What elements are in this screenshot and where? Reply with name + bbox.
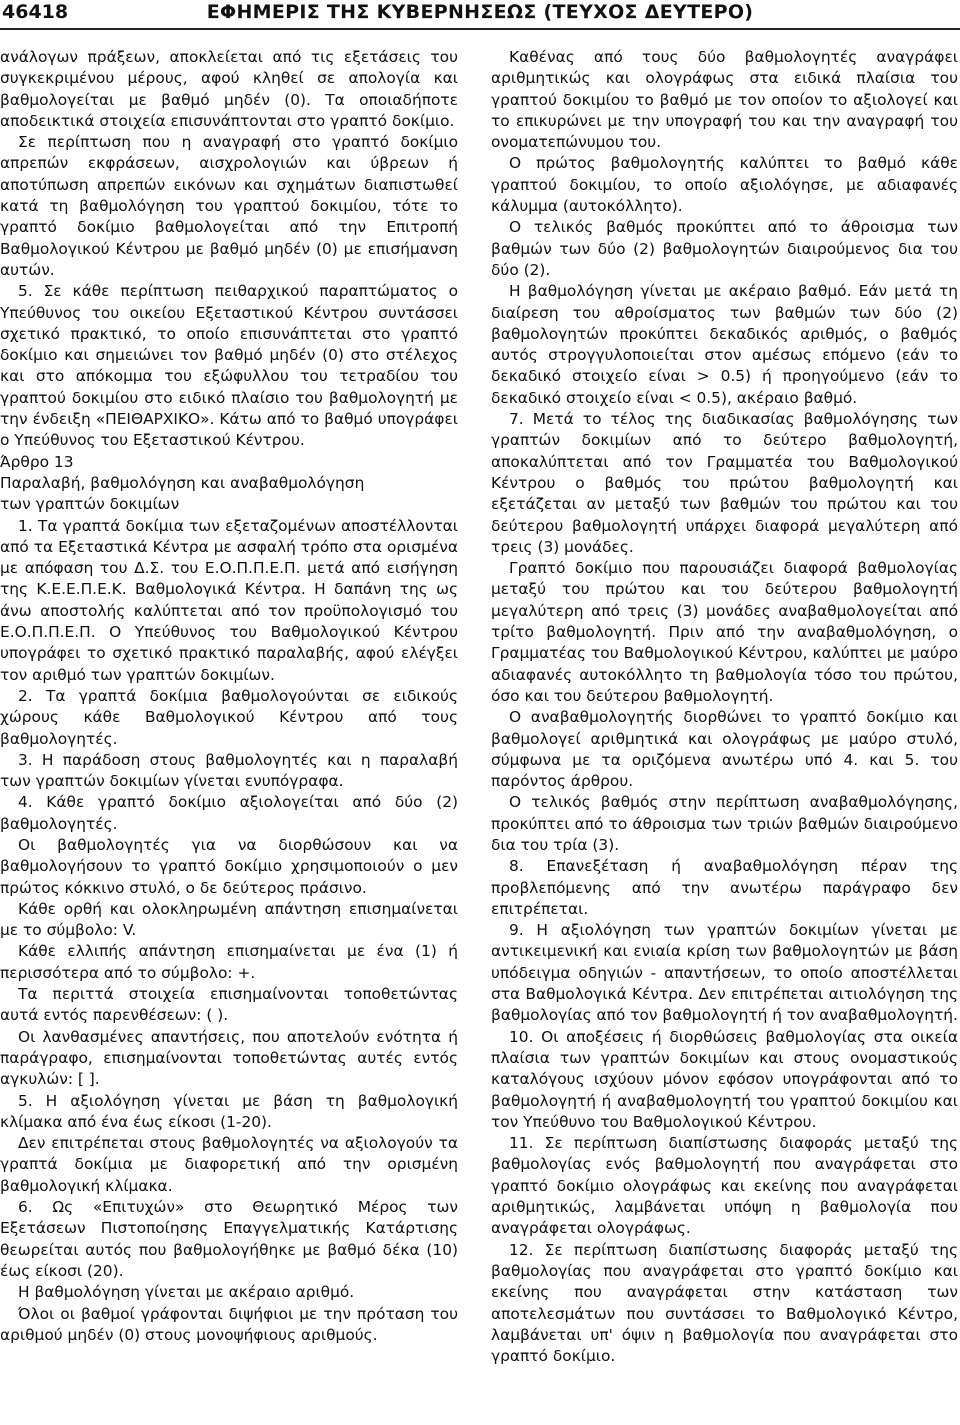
paragraph: Καθένας από τους δύο βαθμολογητές αναγράφει αριθμητικώς και ολογράφως στα ειδικά πλαίσια του γραπτού δοκιμίου το βαθμό με τον οποίον το αξιολογεί και το επικυρώνει με την υπογραφή του και την αναγραφή του ονοματεπώνυμου του. [491,48,958,152]
paragraph: 1. Τα γραπτά δοκίμια των εξεταζομένων αποστέλλονται από τα Εξεταστικά Κέντρα με ασφαλή τρόπο στα ορισμένα με απόφαση του Δ.Σ. του Ε.Ο.Π.Π.Ε.Π. μετά από εισήγηση της Κ.Ε.Ε.Π.Ε.Κ. Βαθμολογικά Κέντρα. Η δαπάνη της ως άνω αποστολής καλύπτεται από τον προϋπολογισμό του Ε.Ο.Π.Π.Ε.Π. Ο Υπεύθυνος του Βαθμολογικού Κέντρου υπογράφει το σχετικό πρακτικό παραλαβής, αφού ελέγξει τον αριθμό των γραπτών δοκιμίων. [0,516,458,684]
paragraph: 2. Τα γραπτά δοκίμια βαθμολογούνται σε ειδικούς χώρους κάθε Βαθμολογικού Κέντρου από τους βαθμολογητές. [0,686,458,748]
right-column [491,47,958,1367]
paragraph: Τα περιττά στοιχεία επισημαίνονται τοποθετώντας αυτά εντός παρενθέσεων: ( ). [0,985,458,1025]
article-title-line2: των γραπτών δοκιμίων [0,495,180,514]
paragraph: 6. Ως «Επιτυχών» στο Θεωρητικό Μέρος των Εξετάσεων Πιστοποίησης Επαγγελματικής Κατάρτισης θεωρείται αυτός που βαθμολογήθηκε με βαθμό δέκα (10) έως είκοσι (20). [0,1198,458,1280]
paragraph: Σε περίπτωση που η αναγραφή στο γραπτό δοκίμιο απρεπών εκφράσεων, αισχρολογιών και ύβρεων ή αποτύπωση απρεπών εικόνων και σχημάτων διαπιστωθεί κατά τη βαθμολόγηση του γραπτού δοκιμίου, τότε το γραπτό δοκίμιο βαθμολογείται από την Επιτροπή Βαθμολογικού Κέντρου με βαθμό μηδέν (0) με επισήμανση αυτών. [0,133,458,279]
paragraph: Όλοι οι βαθμοί γράφονται διψήφιοι με την πρόταση του αριθμού μηδέν (0) στους μονοψήφιους αριθμούς. [0,1304,458,1344]
paragraph: 9. Η αξιολόγηση των γραπτών δοκιμίων γίνεται με αντικειμενική και ενιαία κρίση των βαθμολογητών με βάση υπόδειγμα οδηγιών - απαντήσεων, το οποίο αποστέλλεται στα Βαθμολογικά Κέντρα. Δεν επιτρέπεται αιτιολόγηση της βαθμολογίας από τον βαθμολογητή ή τον αναβαθμολογητή. [491,921,958,1025]
article-title-line1: Παραλαβή, βαθμολόγηση και αναβαθμολόγηση [0,473,365,492]
paragraph: Ο τελικός βαθμός στην περίπτωση αναβαθμολόγησης, προκύπτει από το άθροισμα των τριών βαθμών διαιρούμενο δια του τρία (3). [491,793,958,854]
paragraph: 3. Η παράδοση στους βαθμολογητές και η παραλαβή των γραπτών δοκιμίων γίνεται ενυπόγραφα. [0,750,458,791]
article-number: Άρθρο 13 [0,452,74,471]
paragraph: 7. Μετά το τέλος της διαδικασίας βαθμολόγησης των γραπτών δοκιμίων από το δεύτερο βαθμολογητή, αποκαλύπτεται από τον Γραμματέα του Βαθμολογικού Κέντρου ο βαθμός του πρώτου βαθμολογητή και εξετάζεται αν μεταξύ των βαθμών του πρώτου και του δεύτερου βαθμολογητή υπάρχει διαφορά μεγαλύτερη από τρεις (3) μονάδες. [491,410,958,556]
journal-title: ΕΦΗΜΕΡΙΣ ΤΗΣ ΚΥΒΕΡΝΗΣΕΩΣ (ΤΕΥΧΟΣ ΔΕΥΤΕΡΟ) [206,1,754,23]
paragraph: 10. Οι αποξέσεις ή διορθώσεις βαθμολογίας στα οικεία πλαίσια των γραπτών δοκιμίων και στους ονομαστικούς καταλόγους ισχύουν μόνον εφόσον υπογράφονται από το βαθμολογητή ή αναβαθμολογητή του γραπτού δοκιμίου και τον Υπεύθυνο του Βαθμολογικού Κέντρου. [491,1027,958,1131]
paragraph: Η βαθμολόγηση γίνεται με ακέραιο αριθμό. [18,1283,355,1302]
page-number: 46418 [2,1,69,23]
left-column [0,47,458,1346]
paragraph: Κάθε ορθή και ολοκληρωμένη απάντηση επισημαίνεται με το σύμβολο: V. [0,899,458,940]
paragraph: 4. Κάθε γραπτό δοκίμιο αξιολογείται από δύο (2) βαθμολογητές. [0,793,458,833]
paragraph: Κάθε ελλιπής απάντηση επισημαίνεται με ένα (1) ή περισσότερα από το σύμβολο: +. [0,942,458,982]
paragraph: Γραπτό δοκίμιο που παρουσιάζει διαφορά βαθμολογίας μεταξύ του πρώτου και του δεύτερου βαθμολογητή μεγαλύτερη από τρεις (3) μονάδες αναβαθμολογείται από τρίτο βαθμολογητή. Πριν από την αναβαθμολόγηση, ο Γραμματέας του Βαθμολογικού Κέντρου, καλύπτει με μαύρο αδιαφανές αυτοκόλλητο τη βαθμολογία τόσο του πρώτου, όσο και του δεύτερου βαθμολογητή. [491,559,958,705]
page-header [0,0,960,34]
paragraph: 5. Η αξιολόγηση γίνεται με βάση τη βαθμολογική κλίμακα από ένα έως είκοσι (1-20). [0,1091,458,1131]
paragraph: Ο τελικός βαθμός προκύπτει από το άθροισμα των βαθμών των δύο (2) βαθμολογητών διαιρούμενος δια του δύο (2). [491,218,958,279]
paragraph: Η βαθμολόγηση γίνεται με ακέραιο βαθμό. Εάν μετά τη διαίρεση του αθροίσματος των βαθμών των δύο (2) βαθμολογητών προκύπτει δεκαδικός αριθμός, ο βαθμός αυτός στρογγυλοποιείται στον αμέσως επόμενο (εάν το δεκαδικό στοιχείο είναι > 0.5) ή προηγούμενο (εάν το δεκαδικό στοιχείο είναι < 0.5), ακέραιο βαθμό. [491,282,958,407]
paragraph: Ο πρώτος βαθμολογητής καλύπτει το βαθμό κάθε γραπτού δοκιμίου, το οποίο αξιολόγησε, με αδιαφανές κάλυμμα (αυτοκόλλητο). [491,154,958,216]
paragraph: ανάλογων πράξεων, αποκλείεται από τις εξετάσεις του συγκεκριμένου μέρους, αφού κληθεί σε απολογία και βαθμολογείται με βαθμό μηδέν (0). Τα οποιαδήποτε αποδεικτικά στοιχεία επισυνάπτονται στο γραπτό δοκίμιο. [0,48,458,130]
paragraph: Ο αναβαθμολογητής διορθώνει το γραπτό δοκίμιο και βαθμολογεί αριθμητικά και ολογράφως με μαύρο στυλό, σύμφωνα με τα οριζόμενα ανωτέρω υπό 4. και 5. του παρόντος άρθρου. [491,708,958,791]
header-rule [0,28,960,30]
article-title [0,473,458,516]
paragraph: 5. Σε κάθε περίπτωση πειθαρχικού παραπτώματος ο Υπεύθυνος του οικείου Εξεταστικού Κέντρου συντάσσει σχετικό πρακτικό, το οποίο επισυνάπτεται στο γραπτό δοκίμιο και σημειώνει τον βαθμό μηδέν (0) στο στέλεχος και στο απόκομμα του εξώφυλλου του τετραδίου του γραπτού δοκιμίου στο ειδικό πλαίσιο του βαθμολογητή με την ένδειξη «ΠΕΙΘΑΡΧΙΚΟ». Κάτω από το βαθμό υπογράφει ο Υπεύθυνος του Εξεταστικού Κέντρου. [0,282,458,450]
paragraph: Δεν επιτρέπεται στους βαθμολογητές να αξιολογούν τα γραπτά δοκίμια με διαφορετική από την ορισμένη βαθμολογική κλίμακα. [0,1134,458,1195]
paragraph: 11. Σε περίπτωση διαπίστωσης διαφοράς μεταξύ της βαθμολογίας ενός βαθμολογητή που αναγράφεται στο γραπτό δοκίμιο ολογράφως και εκείνης που αναγράφεται αριθμητικώς, λαμβάνεται υπόψη η βαθμολογία που αναγράφεται ολογράφως. [491,1134,958,1238]
paragraph: 8. Επανεξέταση ή αναβαθμολόγηση πέραν της προβλεπόμενης από την ανωτέρω παράγραφο δεν επιτρέπεται. [491,857,958,918]
paragraph: Οι βαθμολογητές για να διορθώσουν και να βαθμολογήσουν το γραπτό δοκίμιο χρησιμοποιούν ο μεν πρώτος κόκκινο στυλό, ο δε δεύτερος πράσινο. [0,835,458,897]
paragraph: Οι λανθασμένες απαντήσεις, που αποτελούν ενότητα ή παράγραφο, επισημαίνονται τοποθετώντας αυτές εντός αγκυλών: [ ]. [0,1027,458,1089]
paragraph: 12. Σε περίπτωση διαπίστωσης διαφοράς μεταξύ της βαθμολογίας που αναγράφεται στο γραπτό δοκίμιο και εκείνης που αναγράφεται στην κατάσταση των αποτελεσμάτων που συντάσσει το Βαθμολογικό Κέντρο, λαμβάνεται υπ' όψιν η βαθμολογία που αναγράφεται στο γραπτό δοκίμιο. [491,1240,958,1366]
